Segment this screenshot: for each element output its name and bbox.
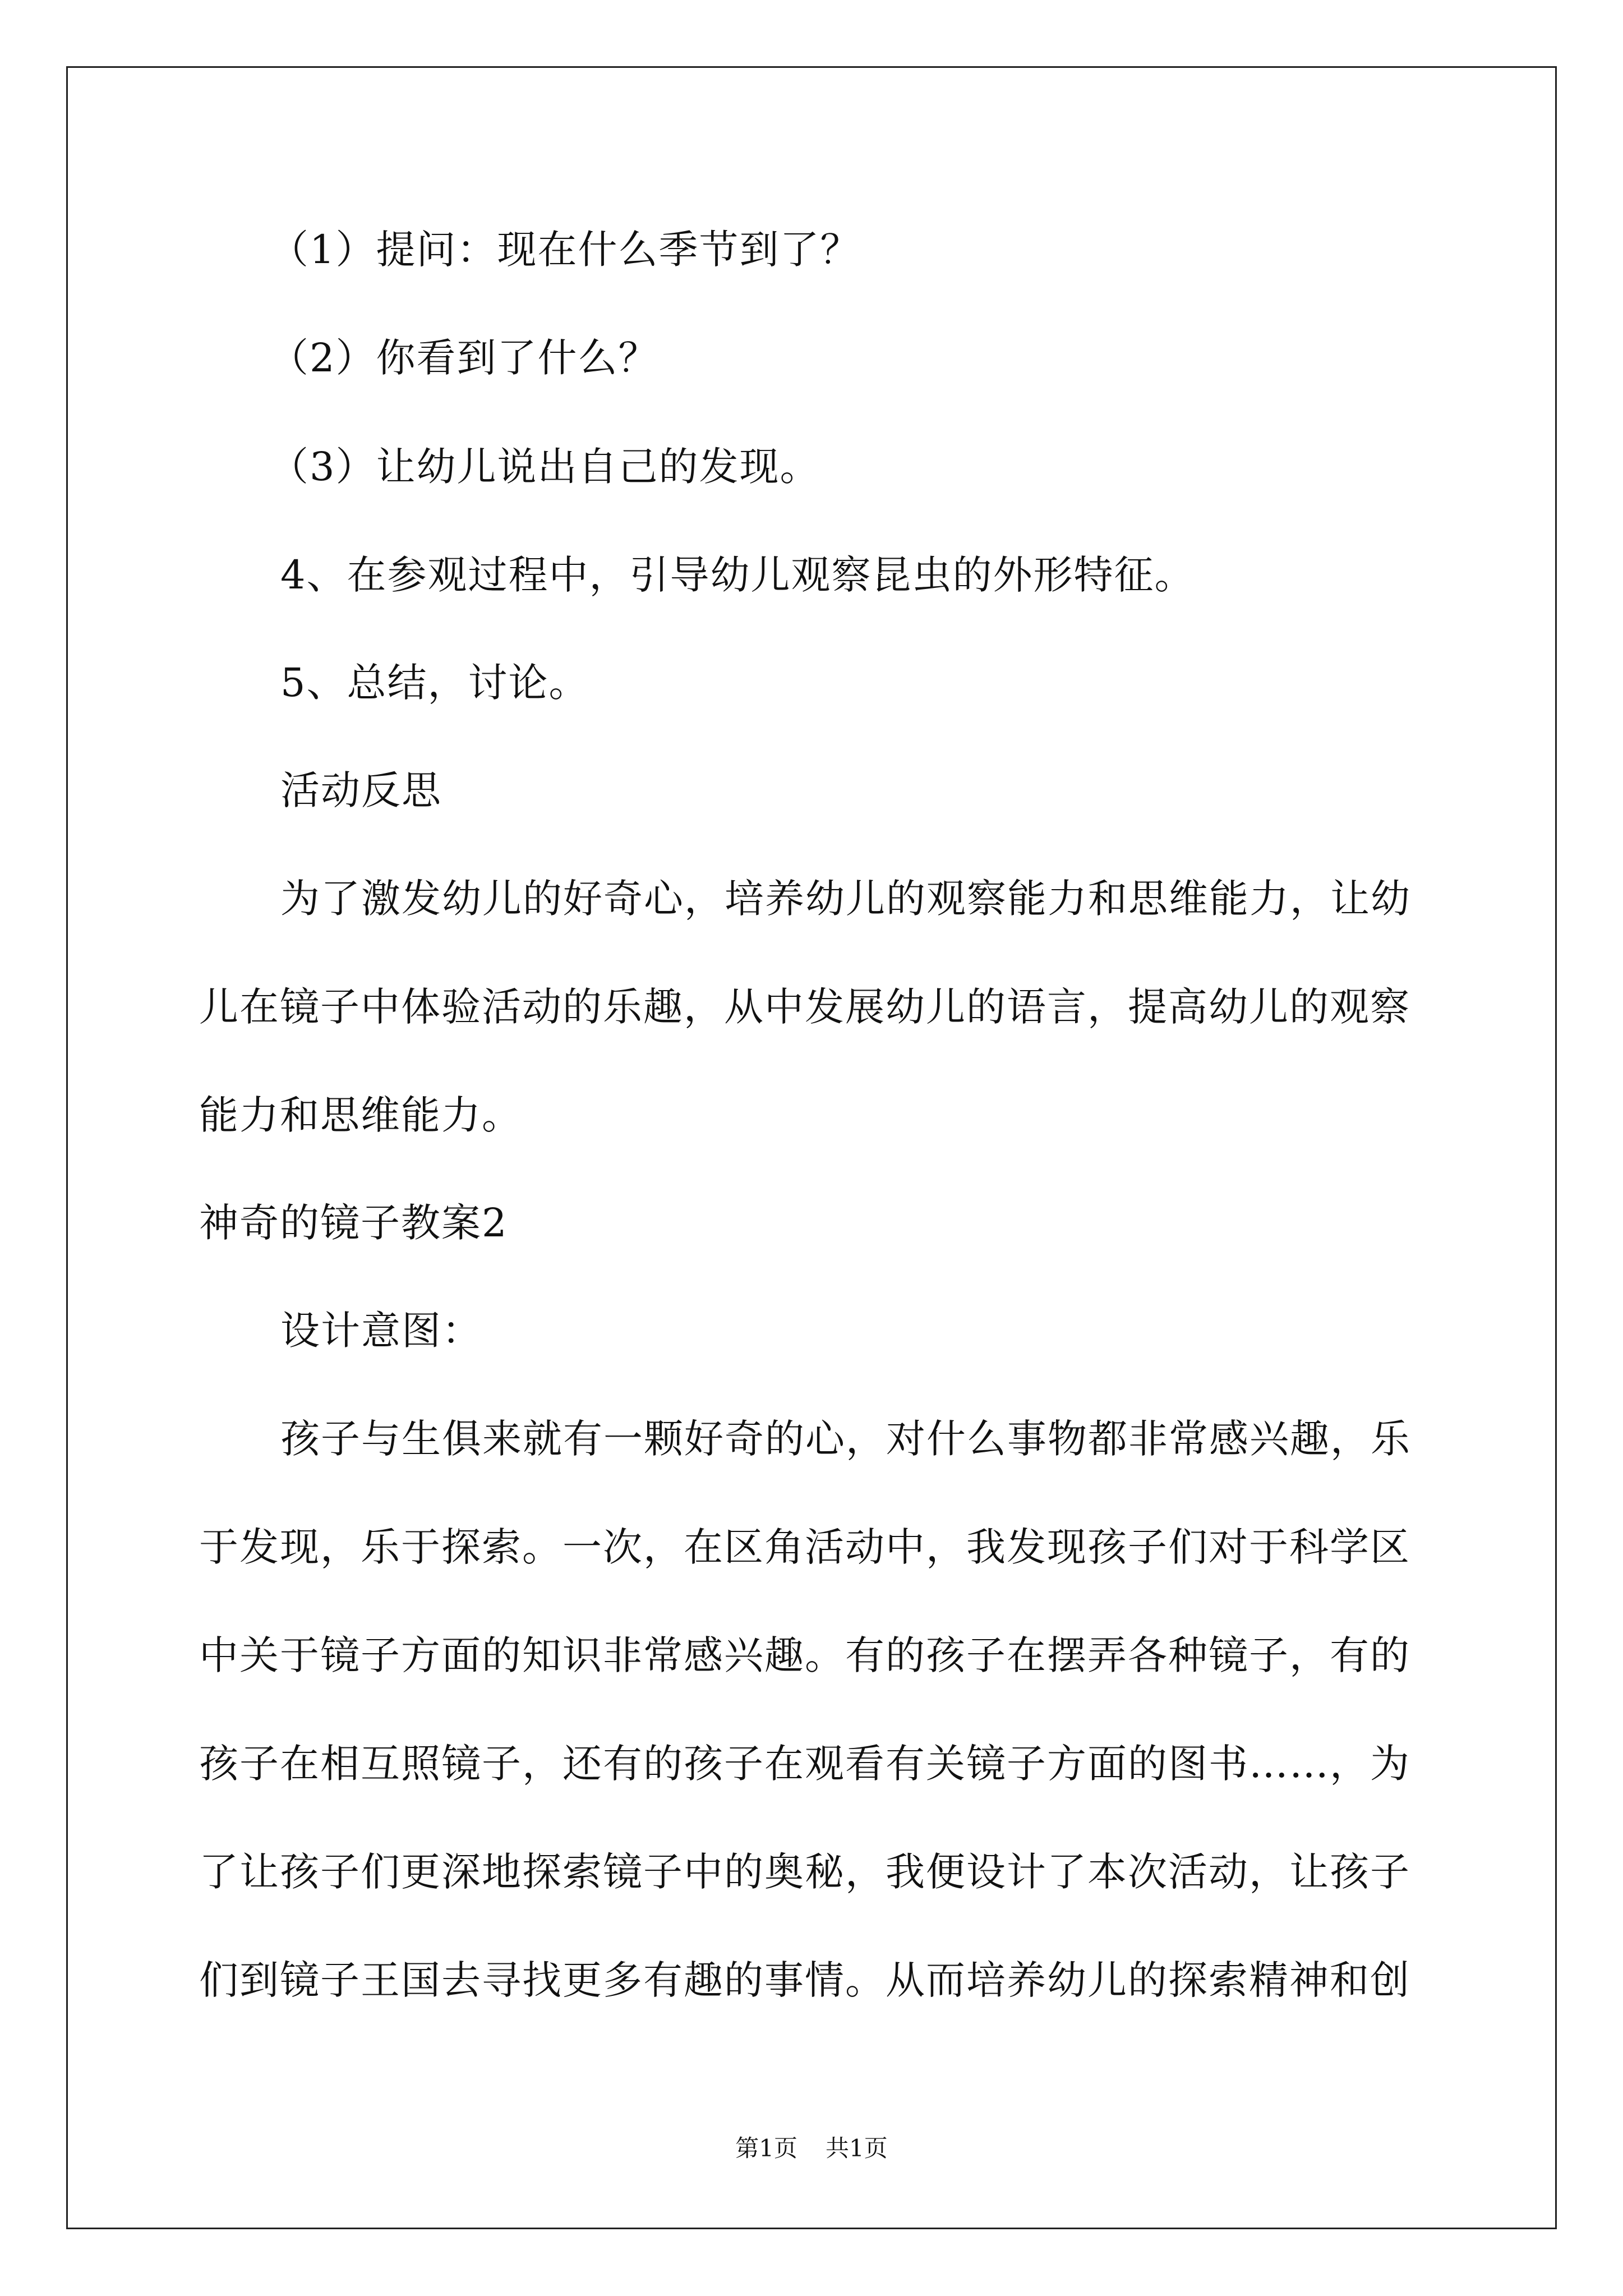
paragraph-line: 孩子在相互照镜子，还有的孩子在观看有关镜子方面的图书……，为 [199,1741,1410,1787]
page-border [66,66,1557,2229]
article-title: 神奇的镜子教案2 [199,1200,508,1246]
paragraph-line: 中关于镜子方面的知识非常感兴趣。有的孩子在摆弄各种镜子，有的 [199,1632,1410,1678]
paragraph-line: 们到镜子王国去寻找更多有趣的事情。从而培养幼儿的探索精神和创 [199,1957,1410,2003]
paragraph-line: 儿在镜子中体验活动的乐趣，从中发展幼儿的语言，提高幼儿的观察 [199,984,1410,1030]
step-4: 4、在参观过程中，引导幼儿观察昆虫的外形特征。 [280,552,1195,598]
step-5: 5、总结，讨论。 [280,660,589,706]
paragraph-line: 于发现，乐于探索。一次，在区角活动中，我发现孩子们对于科学区 [199,1524,1410,1570]
page-number: 第1页 [735,2134,797,2162]
section-heading-design: 设计意图： [280,1308,482,1354]
page-total: 共1页 [826,2134,888,2162]
list-item-question-3: （3）让幼儿说出自己的发现。 [269,444,820,490]
list-item-question-1: （1）提问：现在什么季节到了？ [269,227,861,273]
section-heading-reflection: 活动反思 [280,767,442,813]
paragraph-line: 为了激发幼儿的好奇心，培养幼儿的观察能力和思维能力，让幼 [280,876,1411,922]
paragraph-line: 孩子与生俱来就有一颗好奇的心，对什么事物都非常感兴趣，乐 [280,1416,1411,1462]
list-item-question-2: （2）你看到了什么？ [269,335,659,381]
page-footer [0,2132,1623,2165]
paragraph-line: 了让孩子们更深地探索镜子中的奥秘，我便设计了本次活动，让孩子 [199,1849,1410,1895]
paragraph-line: 能力和思维能力。 [199,1092,522,1138]
